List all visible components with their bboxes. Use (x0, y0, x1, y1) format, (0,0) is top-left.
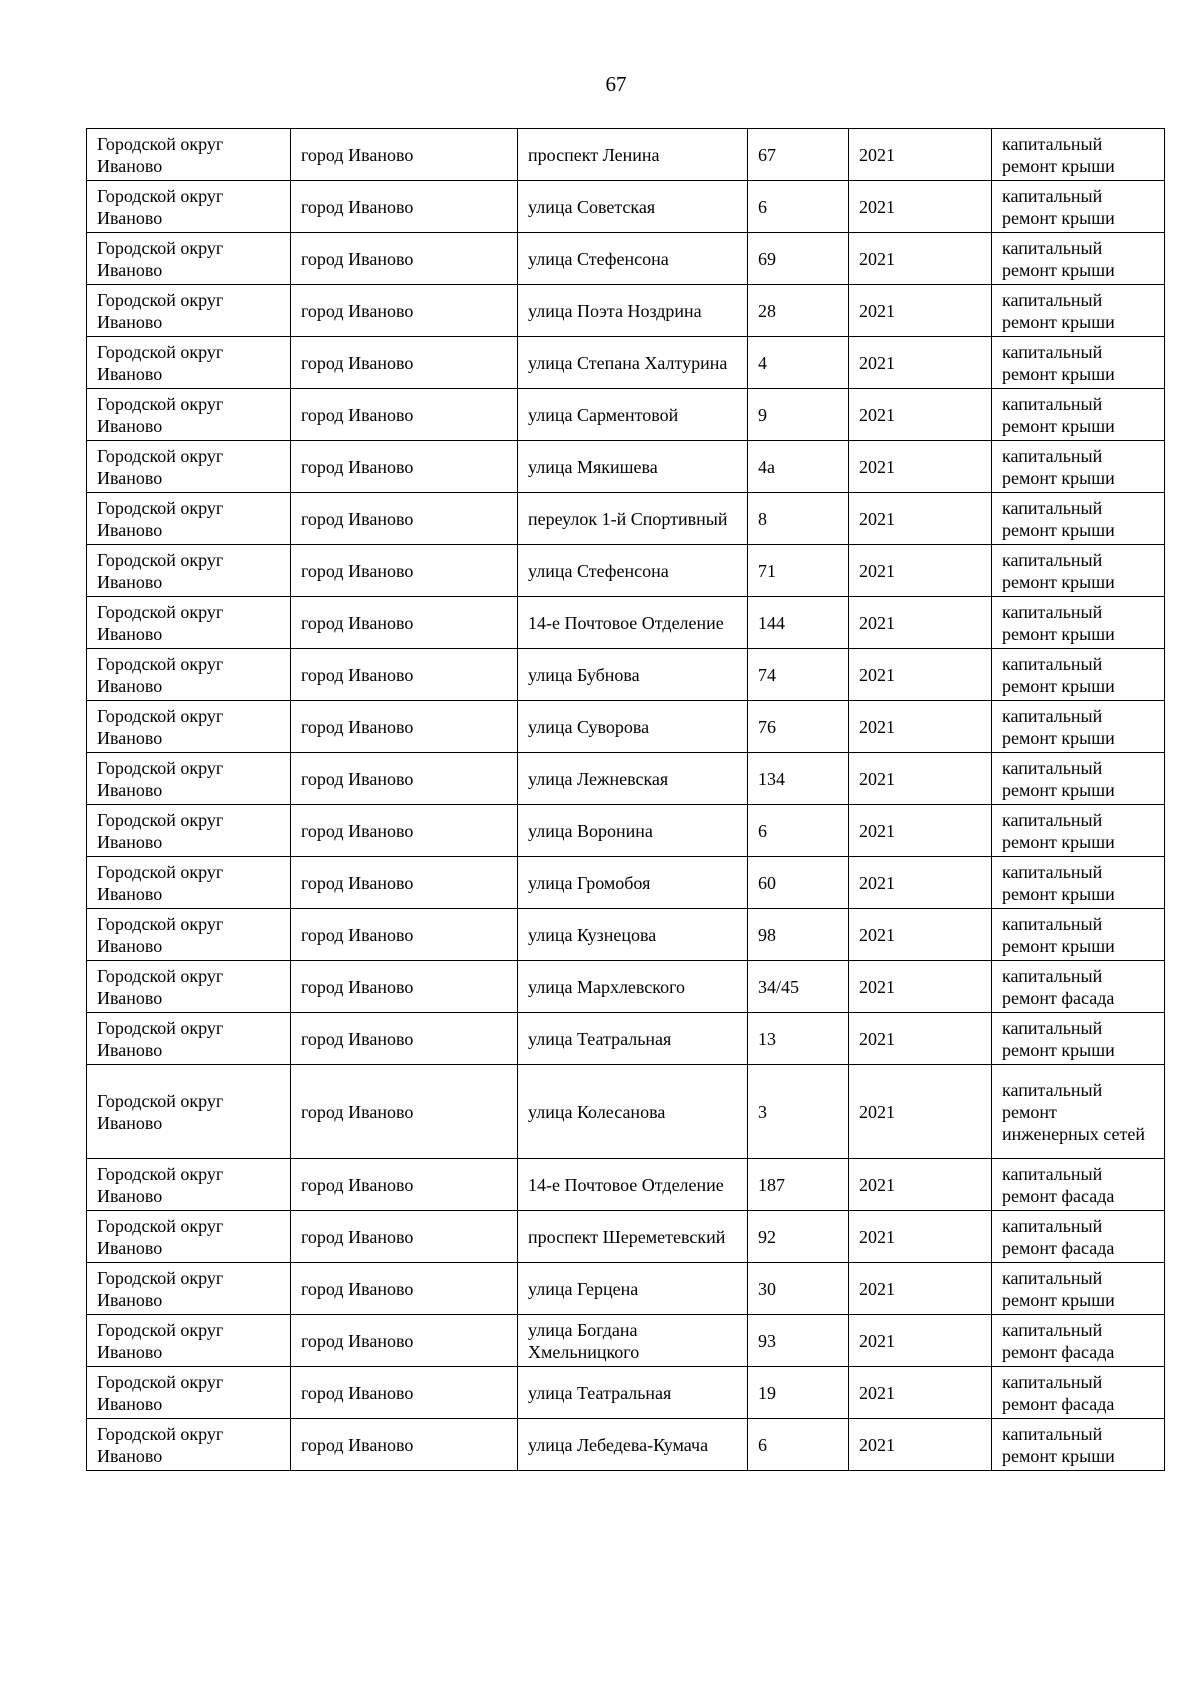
table-row (87, 701, 1165, 753)
table-row (87, 389, 1165, 441)
locality-cell: город Иваново (291, 1419, 518, 1471)
street-cell: улица Советская (518, 181, 748, 233)
district-cell: Городской округ Иваново (87, 233, 291, 285)
locality-cell: город Иваново (291, 441, 518, 493)
table-row (87, 285, 1165, 337)
work-type-cell: капитальный ремонт фасада (992, 1211, 1165, 1263)
house-number-cell: 6 (748, 1419, 849, 1471)
locality-cell: город Иваново (291, 233, 518, 285)
work-type-cell: капитальный ремонт крыши (992, 129, 1165, 181)
street-cell: улица Степана Халтурина (518, 337, 748, 389)
work-type-cell: капитальный ремонт крыши (992, 545, 1165, 597)
table-row (87, 1419, 1165, 1471)
street-cell: улица Колесанова (518, 1065, 748, 1159)
street-cell: улица Суворова (518, 701, 748, 753)
year-cell: 2021 (849, 1419, 992, 1471)
house-number-cell: 13 (748, 1013, 849, 1065)
table-row (87, 857, 1165, 909)
year-cell: 2021 (849, 1065, 992, 1159)
house-number-cell: 34/45 (748, 961, 849, 1013)
work-type-cell: капитальный ремонт крыши (992, 1419, 1165, 1471)
work-type-cell: капитальный ремонт инженерных сетей (992, 1065, 1165, 1159)
locality-cell: город Иваново (291, 493, 518, 545)
locality-cell: город Иваново (291, 597, 518, 649)
work-type-cell: капитальный ремонт фасада (992, 961, 1165, 1013)
house-number-cell: 69 (748, 233, 849, 285)
street-cell: улица Лежневская (518, 753, 748, 805)
year-cell: 2021 (849, 441, 992, 493)
district-cell: Городской округ Иваново (87, 753, 291, 805)
year-cell: 2021 (849, 389, 992, 441)
street-cell: улица Поэта Ноздрина (518, 285, 748, 337)
district-cell: Городской округ Иваново (87, 1419, 291, 1471)
locality-cell: город Иваново (291, 649, 518, 701)
house-number-cell: 92 (748, 1211, 849, 1263)
table-row (87, 181, 1165, 233)
street-cell: 14-е Почтовое Отделение (518, 1159, 748, 1211)
work-type-cell: капитальный ремонт крыши (992, 285, 1165, 337)
year-cell: 2021 (849, 597, 992, 649)
year-cell: 2021 (849, 129, 992, 181)
house-number-cell: 134 (748, 753, 849, 805)
year-cell: 2021 (849, 493, 992, 545)
district-cell: Городской округ Иваново (87, 909, 291, 961)
work-type-cell: капитальный ремонт крыши (992, 857, 1165, 909)
house-number-cell: 3 (748, 1065, 849, 1159)
work-type-cell: капитальный ремонт крыши (992, 909, 1165, 961)
street-cell: улица Театральная (518, 1367, 748, 1419)
work-type-cell: капитальный ремонт крыши (992, 1013, 1165, 1065)
work-type-cell: капитальный ремонт фасада (992, 1315, 1165, 1367)
street-cell: улица Воронина (518, 805, 748, 857)
house-number-cell: 98 (748, 909, 849, 961)
year-cell: 2021 (849, 285, 992, 337)
district-cell: Городской округ Иваново (87, 389, 291, 441)
work-type-cell: капитальный ремонт крыши (992, 441, 1165, 493)
page-number: 67 (605, 72, 627, 96)
work-type-cell: капитальный ремонт крыши (992, 181, 1165, 233)
year-cell: 2021 (849, 233, 992, 285)
work-type-cell: капитальный ремонт крыши (992, 389, 1165, 441)
year-cell: 2021 (849, 1367, 992, 1419)
work-type-cell: капитальный ремонт крыши (992, 337, 1165, 389)
year-cell: 2021 (849, 1159, 992, 1211)
locality-cell: город Иваново (291, 129, 518, 181)
district-cell: Городской округ Иваново (87, 805, 291, 857)
street-cell: улица Громобоя (518, 857, 748, 909)
street-cell: улица Богдана Хмельницкого (518, 1315, 748, 1367)
year-cell: 2021 (849, 701, 992, 753)
year-cell: 2021 (849, 909, 992, 961)
table-row (87, 1013, 1165, 1065)
street-cell: улица Кузнецова (518, 909, 748, 961)
street-cell: проспект Ленина (518, 129, 748, 181)
house-number-cell: 19 (748, 1367, 849, 1419)
year-cell: 2021 (849, 805, 992, 857)
district-cell: Городской округ Иваново (87, 597, 291, 649)
table-row (87, 337, 1165, 389)
work-type-cell: капитальный ремонт фасада (992, 1367, 1165, 1419)
street-cell: улица Театральная (518, 1013, 748, 1065)
year-cell: 2021 (849, 545, 992, 597)
street-cell: улица Бубнова (518, 649, 748, 701)
street-cell: 14-е Почтовое Отделение (518, 597, 748, 649)
street-cell: улица Герцена (518, 1263, 748, 1315)
locality-cell: город Иваново (291, 181, 518, 233)
table-row (87, 493, 1165, 545)
table-row (87, 909, 1165, 961)
house-number-cell: 6 (748, 805, 849, 857)
district-cell: Городской округ Иваново (87, 1013, 291, 1065)
table-row (87, 1211, 1165, 1263)
house-number-cell: 187 (748, 1159, 849, 1211)
house-number-cell: 74 (748, 649, 849, 701)
locality-cell: город Иваново (291, 805, 518, 857)
house-number-cell: 8 (748, 493, 849, 545)
locality-cell: город Иваново (291, 337, 518, 389)
street-cell: улица Сарментовой (518, 389, 748, 441)
locality-cell: город Иваново (291, 285, 518, 337)
year-cell: 2021 (849, 961, 992, 1013)
work-type-cell: капитальный ремонт крыши (992, 597, 1165, 649)
year-cell: 2021 (849, 1263, 992, 1315)
locality-cell: город Иваново (291, 1159, 518, 1211)
year-cell: 2021 (849, 649, 992, 701)
street-cell: проспект Шереметевский (518, 1211, 748, 1263)
table-row (87, 961, 1165, 1013)
buildings-table (86, 128, 1165, 1471)
district-cell: Городской округ Иваново (87, 337, 291, 389)
work-type-cell: капитальный ремонт крыши (992, 493, 1165, 545)
work-type-cell: капитальный ремонт крыши (992, 649, 1165, 701)
district-cell: Городской округ Иваново (87, 285, 291, 337)
table-row (87, 753, 1165, 805)
district-cell: Городской округ Иваново (87, 701, 291, 753)
work-type-cell: капитальный ремонт крыши (992, 805, 1165, 857)
locality-cell: город Иваново (291, 1315, 518, 1367)
table-row (87, 1065, 1165, 1159)
table-row (87, 129, 1165, 181)
district-cell: Городской округ Иваново (87, 649, 291, 701)
year-cell: 2021 (849, 1315, 992, 1367)
street-cell: улица Стефенсона (518, 233, 748, 285)
year-cell: 2021 (849, 1211, 992, 1263)
work-type-cell: капитальный ремонт крыши (992, 1263, 1165, 1315)
table-row (87, 1367, 1165, 1419)
district-cell: Городской округ Иваново (87, 857, 291, 909)
locality-cell: город Иваново (291, 1013, 518, 1065)
table-row (87, 1159, 1165, 1211)
district-cell: Городской округ Иваново (87, 1211, 291, 1263)
house-number-cell: 144 (748, 597, 849, 649)
district-cell: Городской округ Иваново (87, 129, 291, 181)
street-cell: улица Мархлевского (518, 961, 748, 1013)
work-type-cell: капитальный ремонт крыши (992, 233, 1165, 285)
house-number-cell: 60 (748, 857, 849, 909)
house-number-cell: 4 (748, 337, 849, 389)
house-number-cell: 28 (748, 285, 849, 337)
locality-cell: город Иваново (291, 1367, 518, 1419)
table-row (87, 441, 1165, 493)
district-cell: Городской округ Иваново (87, 1367, 291, 1419)
table-row (87, 545, 1165, 597)
locality-cell: город Иваново (291, 1211, 518, 1263)
locality-cell: город Иваново (291, 1065, 518, 1159)
district-cell: Городской округ Иваново (87, 545, 291, 597)
district-cell: Городской округ Иваново (87, 1065, 291, 1159)
table-body (87, 129, 1165, 1471)
year-cell: 2021 (849, 857, 992, 909)
house-number-cell: 71 (748, 545, 849, 597)
year-cell: 2021 (849, 753, 992, 805)
locality-cell: город Иваново (291, 389, 518, 441)
street-cell: улица Мякишева (518, 441, 748, 493)
house-number-cell: 4а (748, 441, 849, 493)
year-cell: 2021 (849, 181, 992, 233)
district-cell: Городской округ Иваново (87, 1159, 291, 1211)
locality-cell: город Иваново (291, 701, 518, 753)
year-cell: 2021 (849, 1013, 992, 1065)
table-row (87, 649, 1165, 701)
locality-cell: город Иваново (291, 545, 518, 597)
street-cell: переулок 1-й Спортивный (518, 493, 748, 545)
district-cell: Городской округ Иваново (87, 1263, 291, 1315)
district-cell: Городской округ Иваново (87, 1315, 291, 1367)
house-number-cell: 93 (748, 1315, 849, 1367)
district-cell: Городской округ Иваново (87, 441, 291, 493)
work-type-cell: капитальный ремонт крыши (992, 753, 1165, 805)
district-cell: Городской округ Иваново (87, 181, 291, 233)
house-number-cell: 6 (748, 181, 849, 233)
table-row (87, 1263, 1165, 1315)
work-type-cell: капитальный ремонт фасада (992, 1159, 1165, 1211)
table-row (87, 233, 1165, 285)
street-cell: улица Стефенсона (518, 545, 748, 597)
house-number-cell: 30 (748, 1263, 849, 1315)
house-number-cell: 9 (748, 389, 849, 441)
locality-cell: город Иваново (291, 753, 518, 805)
house-number-cell: 67 (748, 129, 849, 181)
table-row (87, 597, 1165, 649)
locality-cell: город Иваново (291, 1263, 518, 1315)
locality-cell: город Иваново (291, 857, 518, 909)
locality-cell: город Иваново (291, 961, 518, 1013)
district-cell: Городской округ Иваново (87, 961, 291, 1013)
year-cell: 2021 (849, 337, 992, 389)
district-cell: Городской округ Иваново (87, 493, 291, 545)
table-row (87, 1315, 1165, 1367)
house-number-cell: 76 (748, 701, 849, 753)
work-type-cell: капитальный ремонт крыши (992, 701, 1165, 753)
table-row (87, 805, 1165, 857)
locality-cell: город Иваново (291, 909, 518, 961)
street-cell: улица Лебедева-Кумача (518, 1419, 748, 1471)
